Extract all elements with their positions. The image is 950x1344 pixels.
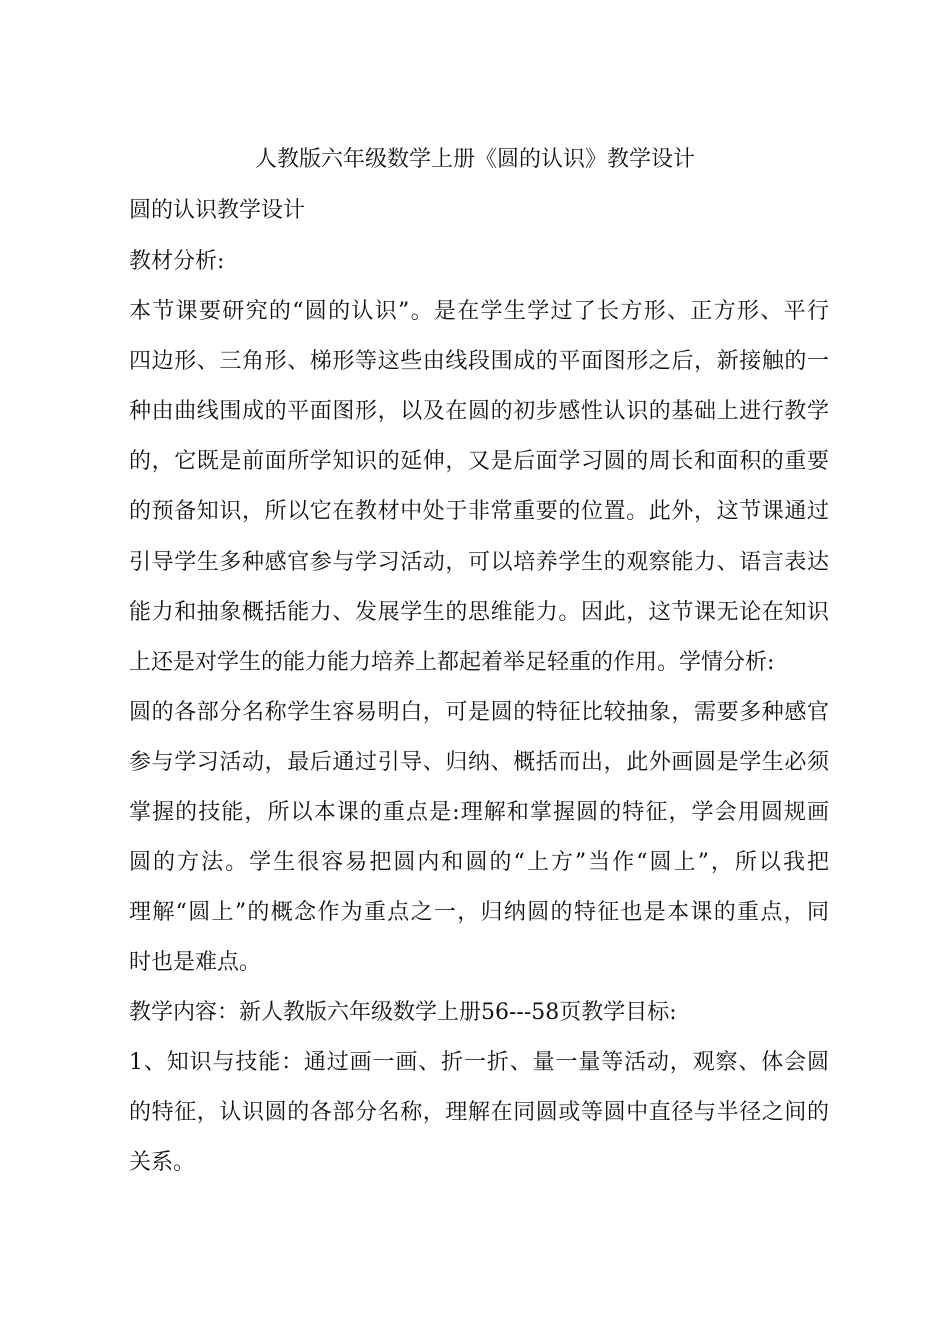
- paragraph-line: 引导学生多种感官参与学习活动，可以培养学生的观察能力、语言表达: [129, 550, 829, 575]
- paragraph-line: 种由曲线围成的平面图形，以及在圆的初步感性认识的基础上进行教学: [129, 399, 829, 424]
- paragraph-line: 四边形、三角形、梯形等这些由线段围成的平面图形之后，新接触的一: [129, 349, 829, 374]
- paragraph-line: 本节课要研究的“圆的认识”。是在学生学过了长方形、正方形、平行: [129, 299, 829, 324]
- paragraph-line: 上还是对学生的能力能力培养上都起着举足轻重的作用。学情分析:: [129, 650, 775, 675]
- paragraph-line: 时也是难点。: [129, 950, 262, 975]
- paragraph-line: 能力和抽象概括能力、发展学生的思维能力。因此，这节课无论在知识: [129, 600, 829, 625]
- objective-line: 关系。: [129, 1150, 196, 1175]
- paragraph-line: 圆的各部分名称学生容易明白，可是圆的特征比较抽象，需要多种感官: [129, 700, 829, 725]
- paragraph-line: 掌握的技能，所以本课的重点是:理解和掌握圆的特征，学会用圆规画: [129, 800, 829, 825]
- objective-line: 1、知识与技能：通过画一画、折一折、量一量等活动，观察、体会圆: [129, 1050, 829, 1075]
- objective-line: 的特征，认识圆的各部分名称，理解在同圆或等圆中直径与半径之间的: [129, 1100, 829, 1125]
- document-title: 人教版六年级数学上册《圆的认识》教学设计: [254, 147, 695, 172]
- paragraph-line: 参与学习活动，最后通过引导、归纳、概括而出，此外画圆是学生必须: [129, 750, 829, 775]
- paragraph-line: 的预备知识，所以它在教材中处于非常重要的位置。此外，这节课通过: [129, 499, 829, 524]
- paragraph-line: 圆的方法。学生很容易把圆内和圆的“上方”当作“圆上”，所以我把: [129, 850, 829, 875]
- section-heading: 圆的认识教学设计: [129, 198, 306, 223]
- paragraph-line: 的，它既是前面所学知识的延伸，又是后面学习圆的周长和面积的重要: [129, 449, 829, 474]
- paragraph-line: 理解“圆上”的概念作为重点之一，归纳圆的特征也是本课的重点，同: [129, 900, 829, 925]
- teaching-content-line: 教学内容：新人教版六年级数学上册56---58页教学目标:: [129, 1000, 677, 1025]
- section-heading: 教材分析:: [129, 249, 225, 274]
